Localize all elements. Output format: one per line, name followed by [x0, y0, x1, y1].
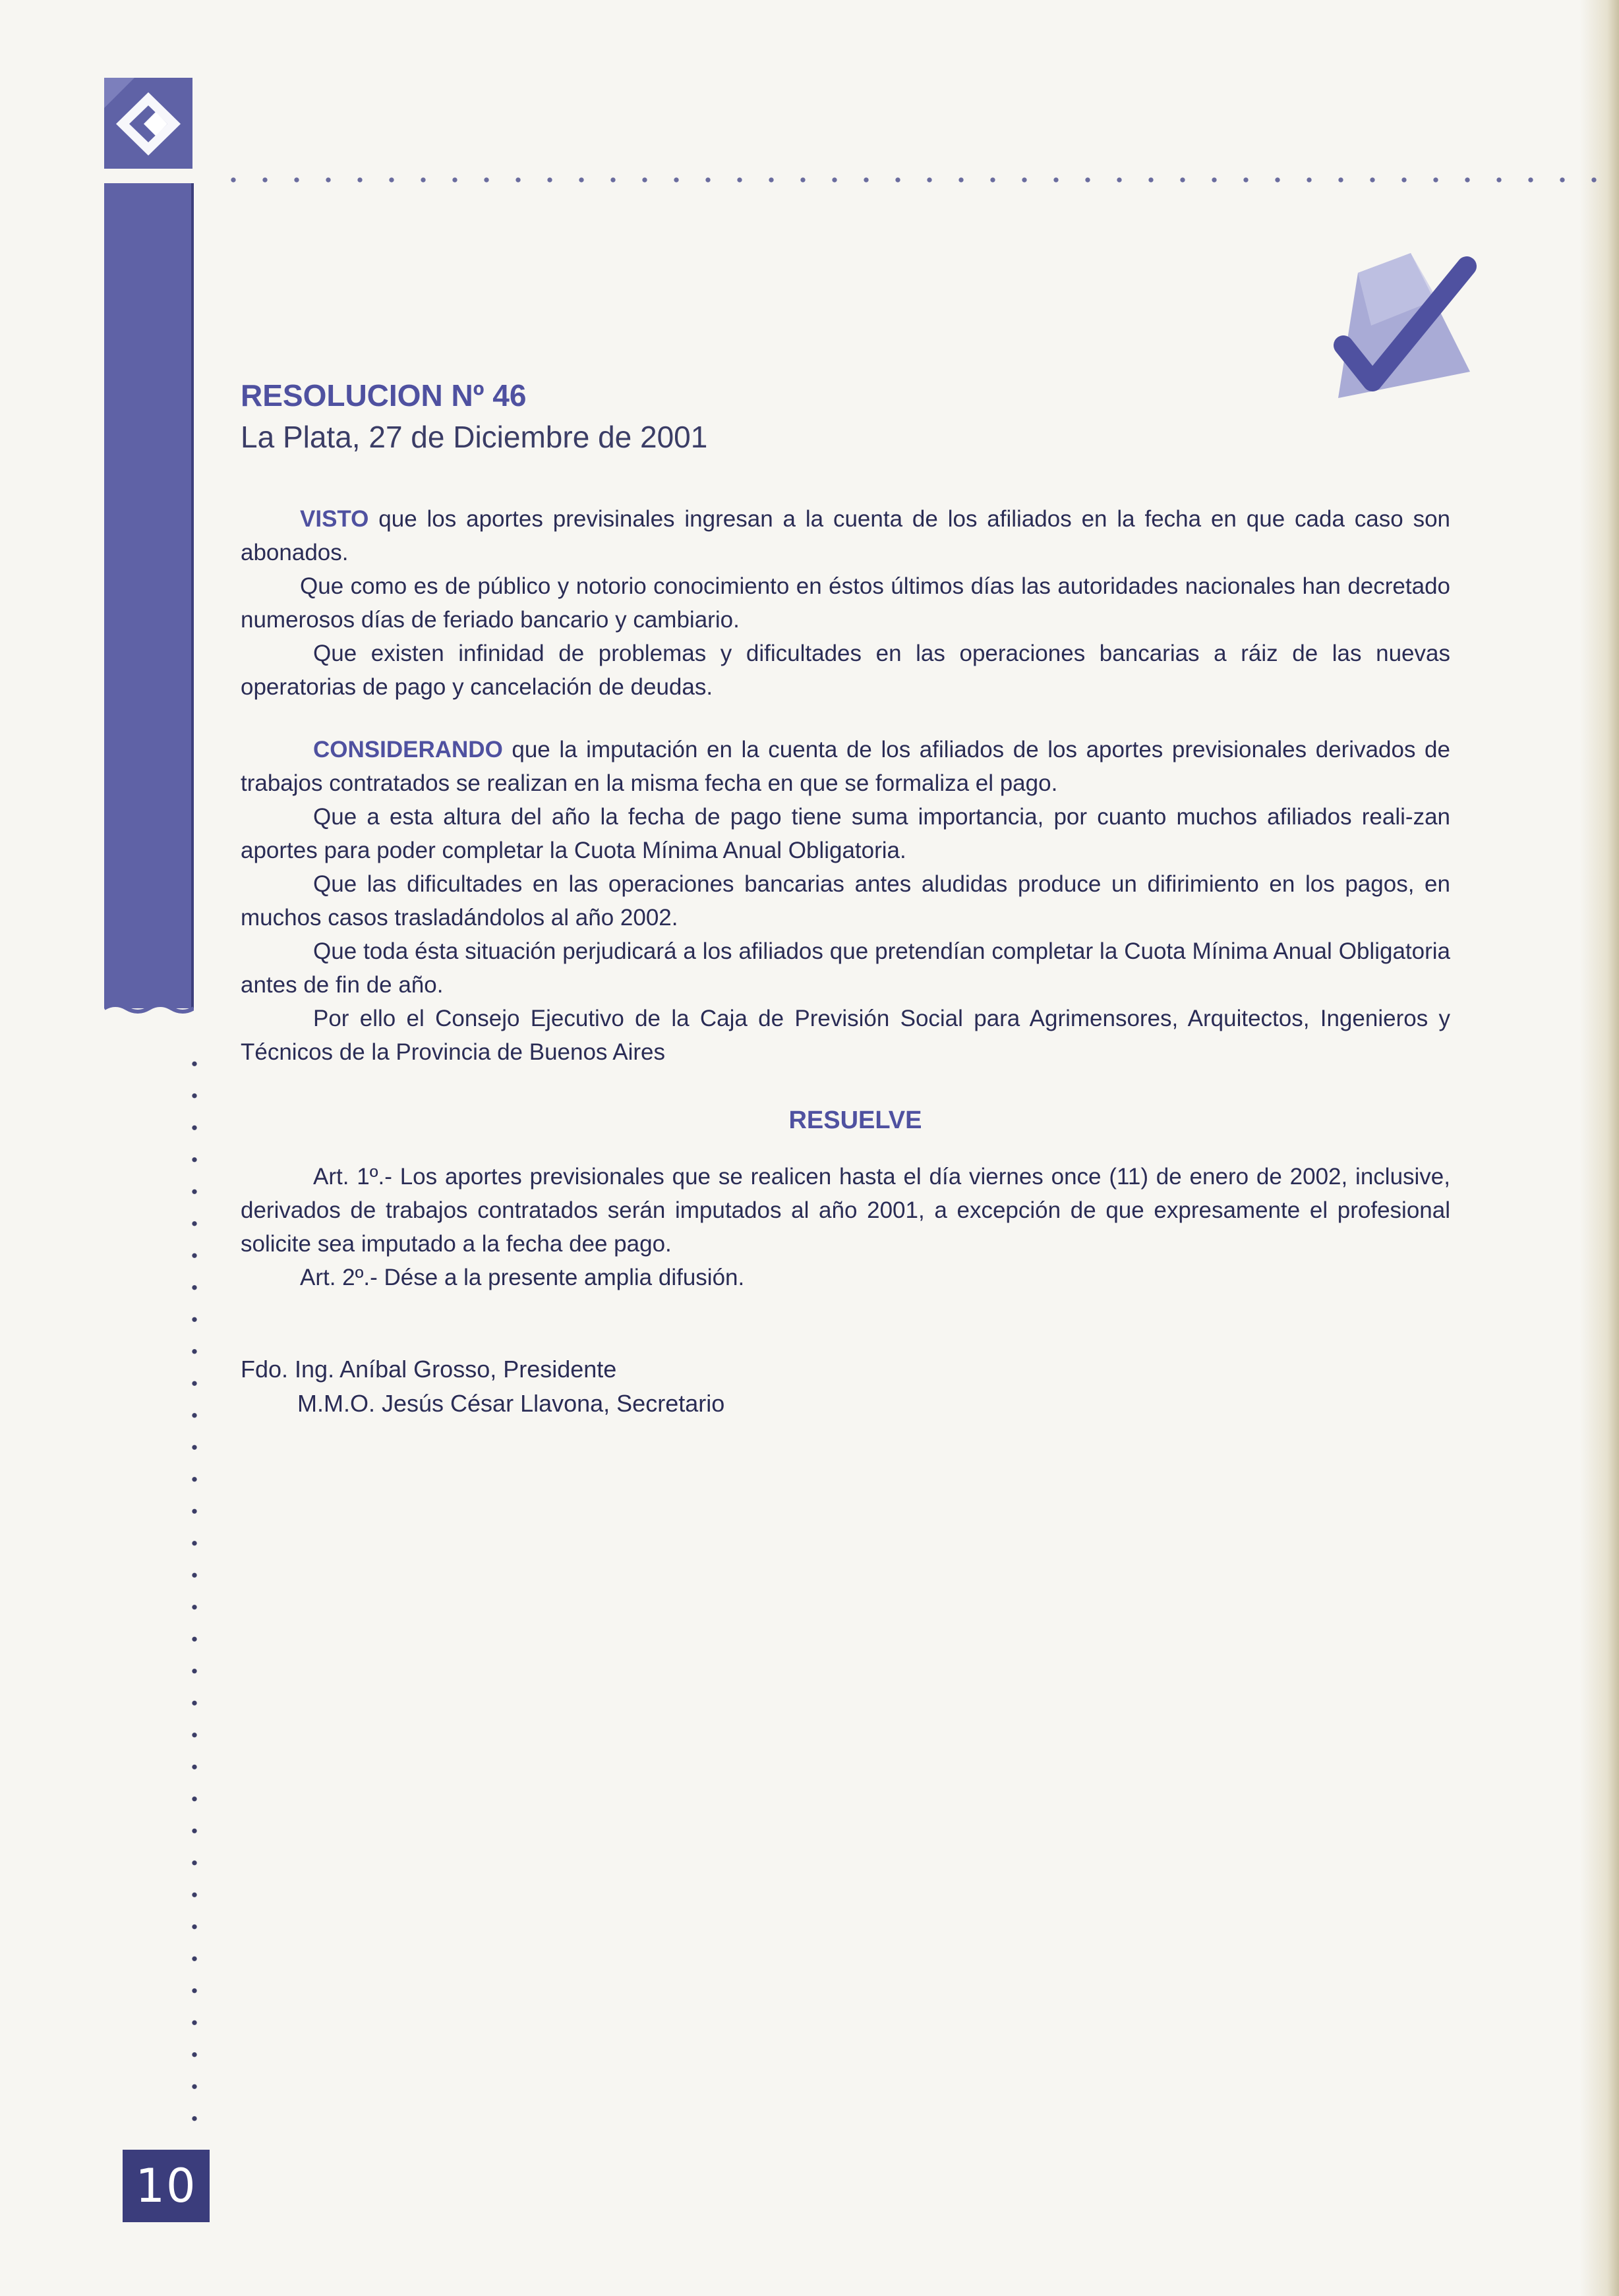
considerando-paragraph-2: Que a esta altura del año la fecha de pago tiene suma importancia, por cuanto muchos afiliados reali-zan aportes para poder completar la Cuota Mínima Anual Obligatoria. [241, 804, 1450, 863]
considerando-paragraph-5: Por ello el Consejo Ejecutivo de la Caja de Previsión Social para Agrimensores, Arquitectos, Ingenieros y Técnicos de la Provincia de Buenos Aires [241, 1006, 1450, 1065]
resuelve-heading: RESUELVE [788, 1106, 922, 1134]
considerando-label: CONSIDERANDO [313, 737, 503, 762]
visto-paragraph [241, 502, 1450, 569]
date-line: La Plata, 27 de Diciembre de 2001 [241, 420, 708, 454]
signature-block [241, 1352, 1450, 1421]
diamond-logo-icon [104, 78, 192, 169]
visto-paragraph-2: Que como es de público y notorio conocimiento en éstos últimos días las autoridades nacionales han decretado numerosos días de feriado bancario y cambiario. [241, 573, 1450, 633]
considerando-paragraph-4: Que toda ésta situación perjudicará a los afiliados que pretendían completar la Cuota Mínima Anual Obligatoria antes de fin de año. [241, 938, 1450, 998]
dotted-column [191, 1048, 198, 2129]
considerando-text: que la imputación en la cuenta de los afiliados de los aportes previsionales derivados de trabajos contratados se realizan en la misma fecha en que se formaliza el pago. [241, 737, 1450, 796]
dotted-rule [218, 177, 1619, 183]
resolution-title: RESOLUCION Nº 46 [241, 378, 527, 413]
sidebar-wave [104, 1000, 194, 1019]
considerando-paragraph [241, 733, 1450, 800]
considerando-paragraph-3: Que las dificultades en las operaciones bancarias antes aludidas produce un difirimiento en los pagos, en muchos casos trasladándolos al año 2002. [241, 871, 1450, 931]
article-1: Art. 1º.- Los aportes previsionales que se realicen hasta el día viernes once (11) de enero de 2002, inclusive, derivados de trabajos contratados serán imputados al año 2001, a excepción de que expresamente el profesional solicite sea imputado a la fecha dee pago. [241, 1164, 1450, 1257]
sidebar-bar [104, 183, 194, 1008]
page-number: 10 [123, 2150, 210, 2222]
article-2: Art. 2º.- Dése a la presente amplia difusión. [300, 1265, 745, 1290]
resolution-document [241, 376, 1450, 1421]
visto-label: VISTO [300, 506, 369, 532]
page-edge [1579, 0, 1619, 2296]
signature-line-secretary: M.M.O. Jesús César Llavona, Secretario [297, 1390, 725, 1417]
signature-line-president: Fdo. Ing. Aníbal Grosso, Presidente [241, 1356, 617, 1383]
visto-text: que los aportes previsinales ingresan a la cuenta de los afiliados en la fecha en que cada caso son abonados. [241, 506, 1450, 565]
visto-paragraph-3: Que existen infinidad de problemas y dificultades en las operaciones bancarias a ráiz de las nuevas operatorias de pago y cancelación de deudas. [241, 641, 1450, 700]
